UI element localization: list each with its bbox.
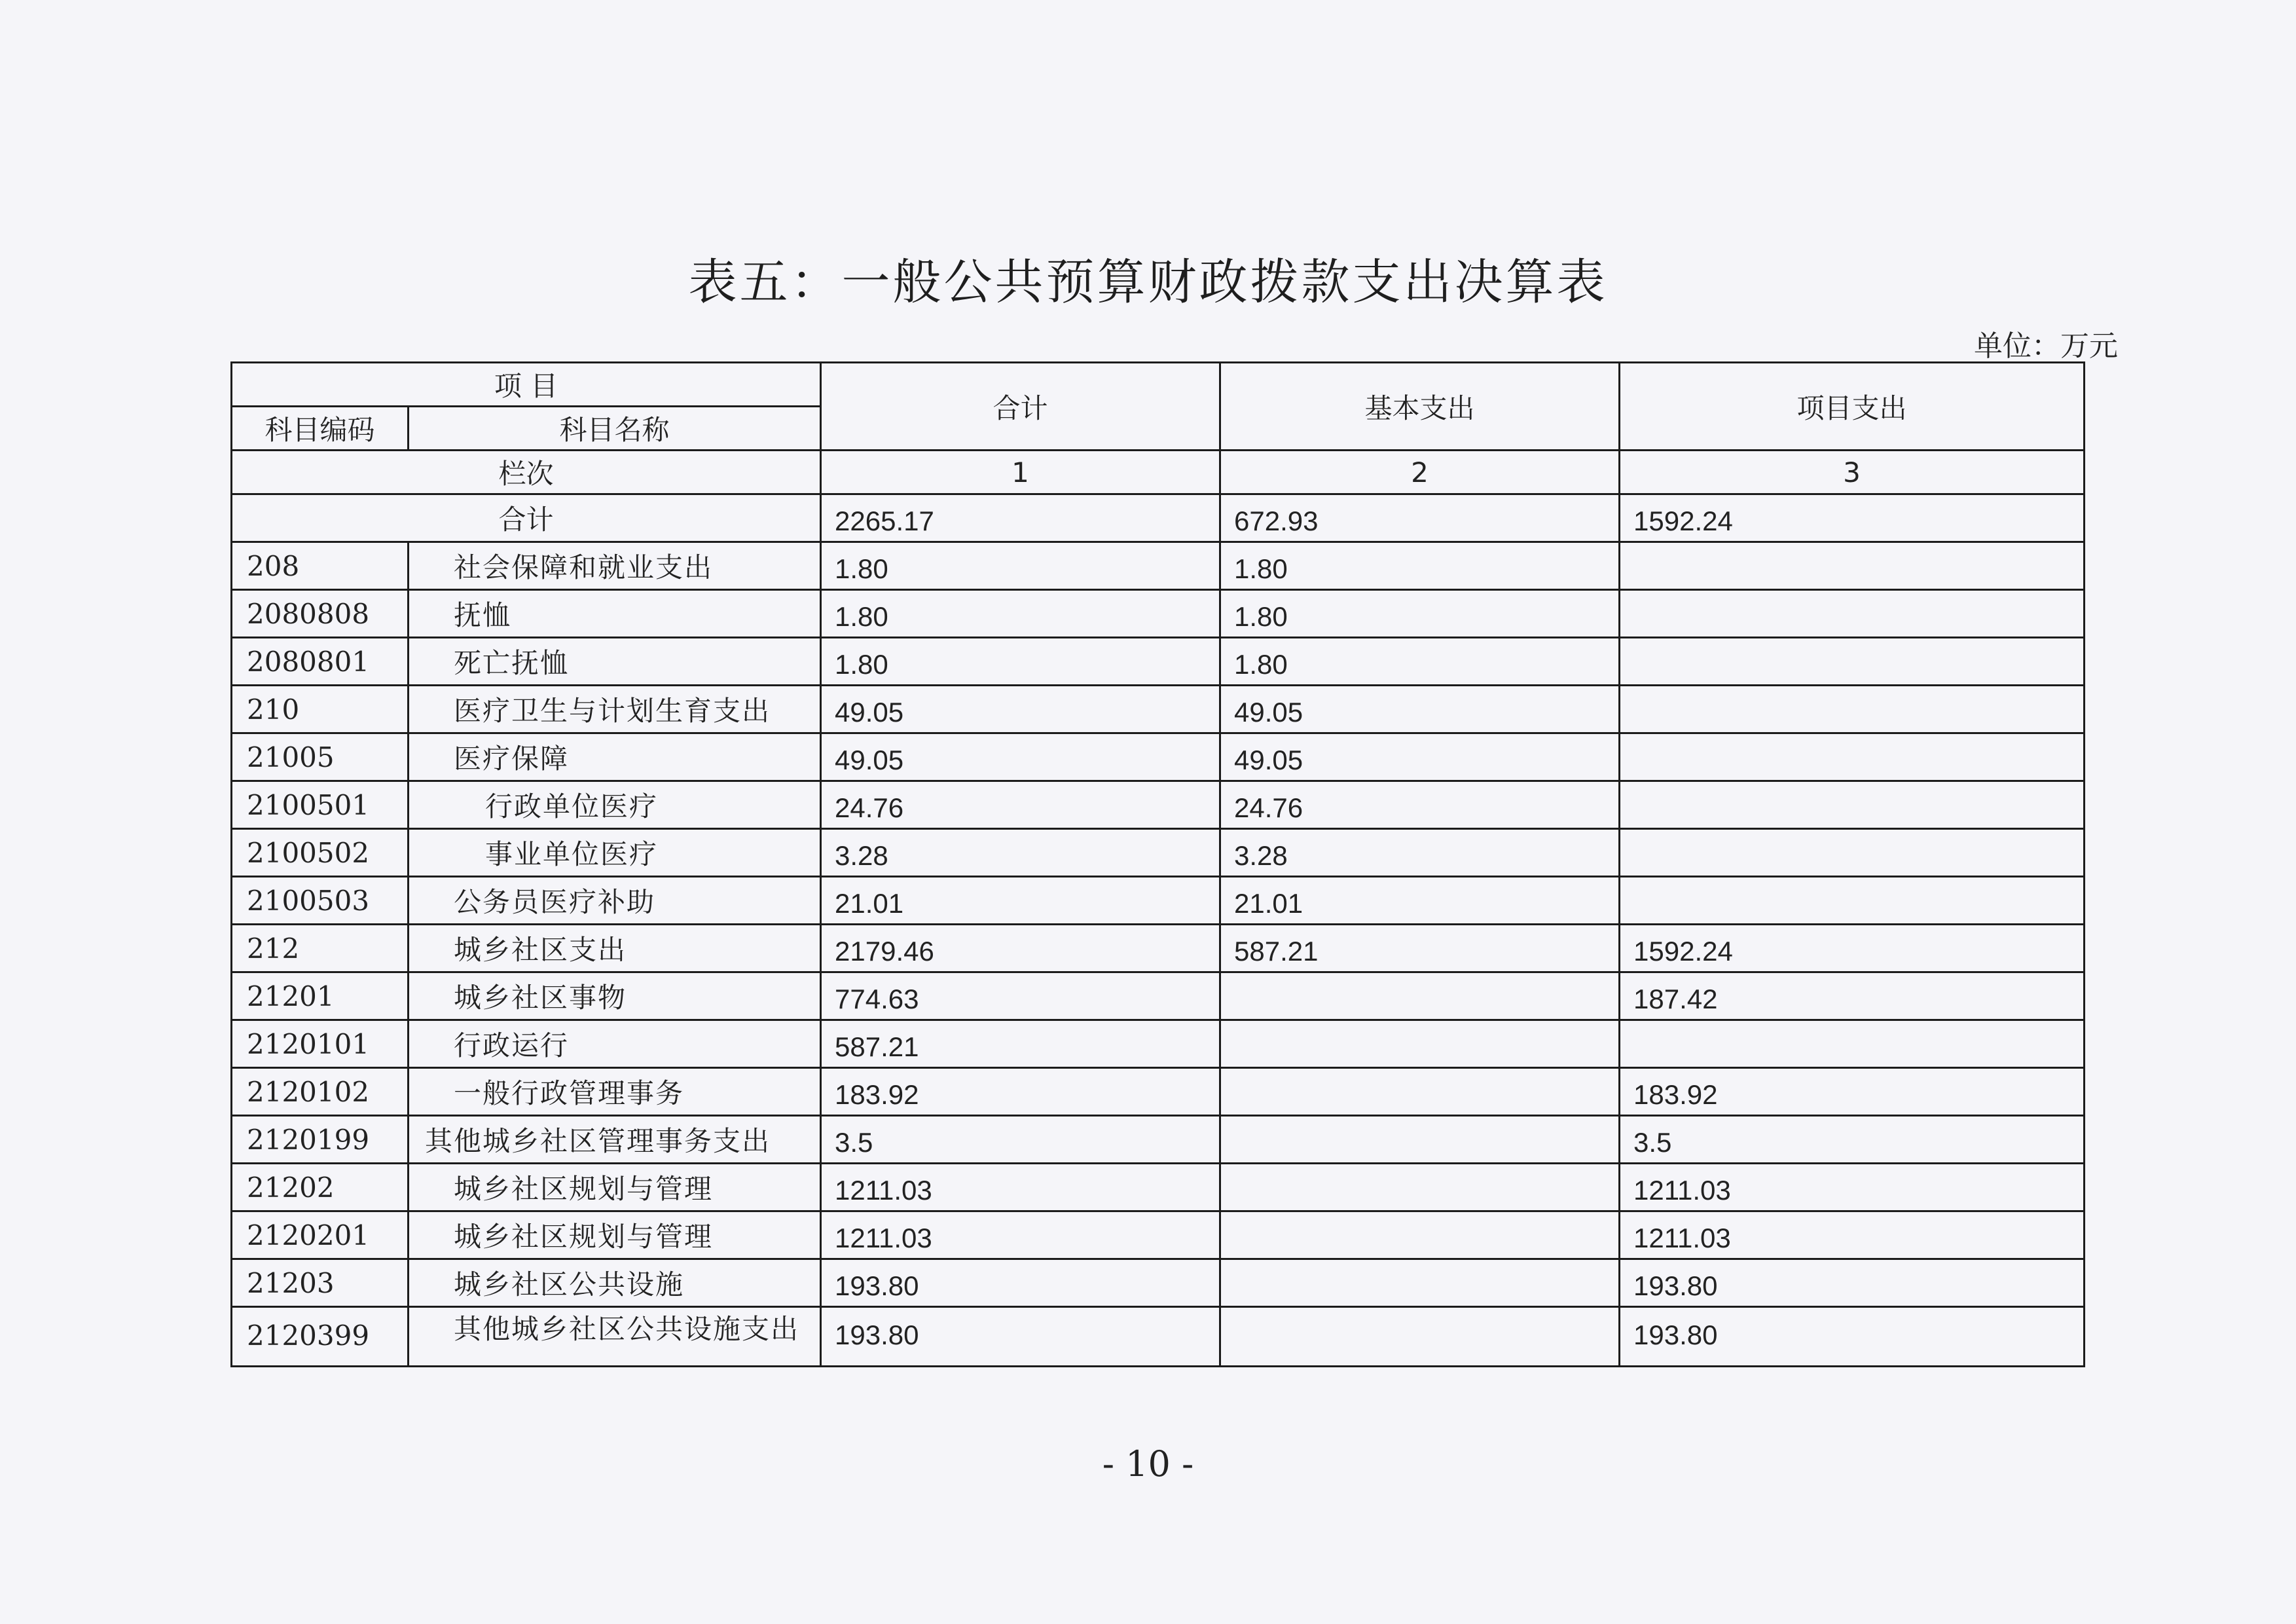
table-row	[232, 1307, 2085, 1367]
row-project	[1620, 733, 2085, 781]
table-row	[232, 829, 2085, 877]
row-basic	[1220, 1211, 1620, 1259]
row-basic	[1220, 972, 1620, 1020]
row-name: 行政单位医疗	[409, 781, 821, 829]
row-code: 2100501	[232, 781, 409, 829]
table-row	[232, 590, 2085, 638]
row-code: 2100503	[232, 877, 409, 925]
row-code: 2080801	[232, 638, 409, 686]
header-code: 科目编码	[232, 407, 409, 451]
row-name: 医疗卫生与计划生育支出	[409, 686, 821, 733]
row-total: 24.76	[821, 781, 1220, 829]
row-total: 3.28	[821, 829, 1220, 877]
row-total: 193.80	[821, 1259, 1220, 1307]
row-name: 城乡社区事物	[409, 972, 821, 1020]
row-total: 1211.03	[821, 1164, 1220, 1211]
unit-label: 单位：万元	[1974, 329, 2118, 363]
row-total: 183.92	[821, 1068, 1220, 1116]
table-row	[232, 733, 2085, 781]
row-basic	[1220, 1068, 1620, 1116]
row-code: 21202	[232, 1164, 409, 1211]
row-code: 208	[232, 542, 409, 590]
row-code: 21201	[232, 972, 409, 1020]
row-name: 抚恤	[409, 590, 821, 638]
row-code: 2080808	[232, 590, 409, 638]
table-row	[232, 542, 2085, 590]
row-code: 21005	[232, 733, 409, 781]
row-total: 587.21	[821, 1020, 1220, 1068]
row-basic: 1.80	[1220, 542, 1620, 590]
table-row	[232, 925, 2085, 972]
row-basic	[1220, 1164, 1620, 1211]
row-project: 1592.24	[1620, 925, 2085, 972]
row-total: 3.5	[821, 1116, 1220, 1164]
row-name: 城乡社区规划与管理	[409, 1164, 821, 1211]
row-basic	[1220, 1307, 1620, 1367]
budget-table	[230, 361, 2085, 1367]
row-name: 城乡社区规划与管理	[409, 1211, 821, 1259]
row-total: 1.80	[821, 638, 1220, 686]
sum-total: 2265.17	[821, 494, 1220, 542]
row-project: 193.80	[1620, 1259, 2085, 1307]
sum-row	[232, 494, 2085, 542]
table-row	[232, 1020, 2085, 1068]
row-project	[1620, 877, 2085, 925]
row-code: 210	[232, 686, 409, 733]
row-code: 2100502	[232, 829, 409, 877]
row-basic: 24.76	[1220, 781, 1620, 829]
row-basic	[1220, 1020, 1620, 1068]
page-title: 表五：一般公共预算财政拨款支出决算表	[688, 254, 1608, 310]
row-project	[1620, 1020, 2085, 1068]
row-name: 社会保障和就业支出	[409, 542, 821, 590]
row-project	[1620, 542, 2085, 590]
row-basic: 1.80	[1220, 638, 1620, 686]
row-basic: 1.80	[1220, 590, 1620, 638]
row-name: 城乡社区公共设施	[409, 1259, 821, 1307]
page-number: - 10 -	[1102, 1443, 1194, 1485]
row-total: 49.05	[821, 686, 1220, 733]
row-basic: 49.05	[1220, 686, 1620, 733]
row-total: 21.01	[821, 877, 1220, 925]
row-basic	[1220, 1259, 1620, 1307]
row-basic: 587.21	[1220, 925, 1620, 972]
table-row	[232, 1259, 2085, 1307]
row-project: 1211.03	[1620, 1211, 2085, 1259]
table-row	[232, 1211, 2085, 1259]
table-row	[232, 686, 2085, 733]
row-project	[1620, 686, 2085, 733]
table-row	[232, 638, 2085, 686]
row-code: 21203	[232, 1259, 409, 1307]
sum-label: 合计	[232, 494, 821, 542]
row-total: 1.80	[821, 590, 1220, 638]
sum-basic: 672.93	[1220, 494, 1620, 542]
row-total: 49.05	[821, 733, 1220, 781]
header-column-1: 1	[821, 451, 1220, 494]
row-name: 其他城乡社区管理事务支出	[409, 1116, 821, 1164]
row-code: 212	[232, 925, 409, 972]
sum-project: 1592.24	[1620, 494, 2085, 542]
row-project: 187.42	[1620, 972, 2085, 1020]
header-total: 合计	[821, 363, 1220, 451]
header-basic: 基本支出	[1220, 363, 1620, 451]
row-total: 1.80	[821, 542, 1220, 590]
table-row	[232, 781, 2085, 829]
table-row	[232, 877, 2085, 925]
row-project: 193.80	[1620, 1307, 2085, 1367]
row-code: 2120399	[232, 1307, 409, 1367]
row-project: 3.5	[1620, 1116, 2085, 1164]
row-basic	[1220, 1116, 1620, 1164]
row-name: 一般行政管理事务	[409, 1068, 821, 1116]
row-code: 2120101	[232, 1020, 409, 1068]
row-total: 193.80	[821, 1307, 1220, 1367]
row-project: 1211.03	[1620, 1164, 2085, 1211]
row-project	[1620, 829, 2085, 877]
header-column-3: 3	[1620, 451, 2085, 494]
row-total: 2179.46	[821, 925, 1220, 972]
header-column-2: 2	[1220, 451, 1620, 494]
row-name: 公务员医疗补助	[409, 877, 821, 925]
row-code: 2120199	[232, 1116, 409, 1164]
row-project	[1620, 590, 2085, 638]
row-project	[1620, 638, 2085, 686]
row-total: 1211.03	[821, 1211, 1220, 1259]
header-project: 项 目	[232, 363, 821, 407]
header-column-label: 栏次	[232, 451, 821, 494]
row-name: 其他城乡社区公共设施支出	[409, 1307, 821, 1367]
row-total: 774.63	[821, 972, 1220, 1020]
row-project	[1620, 781, 2085, 829]
row-basic: 3.28	[1220, 829, 1620, 877]
row-code: 2120201	[232, 1211, 409, 1259]
row-basic: 21.01	[1220, 877, 1620, 925]
row-name: 城乡社区支出	[409, 925, 821, 972]
row-name: 事业单位医疗	[409, 829, 821, 877]
table-row	[232, 1068, 2085, 1116]
row-name: 医疗保障	[409, 733, 821, 781]
header-project-expense: 项目支出	[1620, 363, 2085, 451]
row-basic: 49.05	[1220, 733, 1620, 781]
table-row	[232, 1164, 2085, 1211]
row-name: 行政运行	[409, 1020, 821, 1068]
row-code: 2120102	[232, 1068, 409, 1116]
row-project: 183.92	[1620, 1068, 2085, 1116]
table-row	[232, 972, 2085, 1020]
row-name: 死亡抚恤	[409, 638, 821, 686]
table-row	[232, 1116, 2085, 1164]
header-name: 科目名称	[409, 407, 821, 451]
